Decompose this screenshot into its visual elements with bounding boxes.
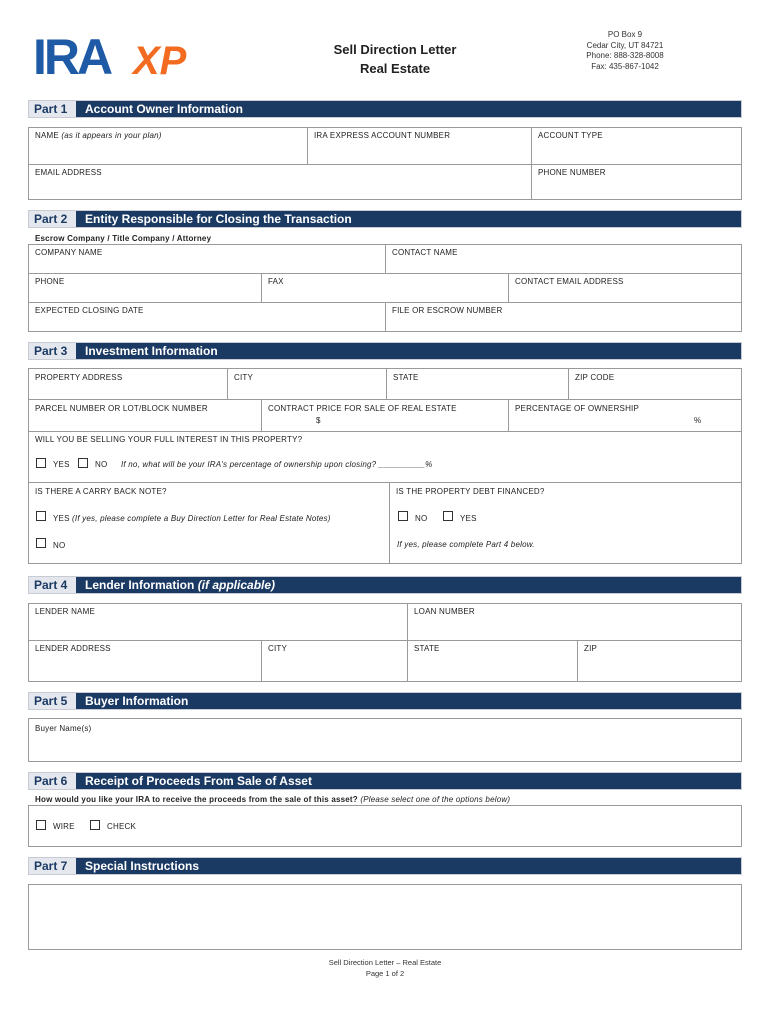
percent-sign: %	[694, 416, 702, 425]
special-instructions-field[interactable]	[28, 884, 742, 950]
title-line-2: Real Estate	[359, 61, 431, 76]
part-5-header	[28, 692, 742, 710]
footer-title: Sell Direction Letter – Real Estate	[328, 958, 442, 967]
property-state-label: STATE	[393, 373, 419, 382]
part-title: Entity Responsible for Closing the Transaction	[85, 212, 352, 226]
address-line: PO Box 9	[607, 30, 643, 39]
property-city-label: CITY	[234, 373, 254, 382]
debt-financed-question: IS THE PROPERTY DEBT FINANCED?	[396, 487, 545, 496]
account-type-label: ACCOUNT TYPE	[538, 131, 603, 140]
dollar-sign: $	[316, 416, 321, 425]
lender-state-label: STATE	[414, 644, 440, 653]
page-footer	[300, 957, 470, 979]
company-phone-label: PHONE	[35, 277, 65, 286]
lender-zip-label: ZIP	[584, 644, 598, 653]
carry-back-question: IS THERE A CARRY BACK NOTE?	[35, 487, 167, 496]
debt-financed-no-checkbox[interactable]	[398, 511, 408, 521]
part-number: Part 4	[29, 577, 76, 593]
closing-date-label: EXPECTED CLOSING DATE	[35, 306, 144, 315]
svg-text:IRA: IRA	[33, 30, 111, 82]
part-number: Part 6	[29, 773, 76, 789]
full-interest-question: WILL YOU BE SELLING YOUR FULL INTEREST IN THIS PROPERTY?	[35, 435, 303, 444]
fax-field[interactable]	[261, 273, 509, 303]
wire-label: WIRE	[53, 822, 75, 831]
part-3-header	[28, 342, 742, 360]
loan-number-label: LOAN NUMBER	[414, 607, 475, 616]
part-title: Receipt of Proceeds From Sale of Asset	[85, 774, 312, 788]
phone-label: PHONE NUMBER	[538, 168, 606, 177]
company-name-label: COMPANY NAME	[35, 248, 103, 257]
part-2-subtitle: Escrow Company / Title Company / Attorney	[35, 234, 212, 243]
document-title	[300, 40, 490, 78]
account-number-label: IRA EXPRESS ACCOUNT NUMBER	[314, 131, 451, 140]
full-interest-yes-checkbox[interactable]	[36, 458, 46, 468]
address-line: Cedar City, UT 84721	[586, 40, 664, 50]
property-address-label: PROPERTY ADDRESS	[35, 373, 123, 382]
carry-back-no-checkbox[interactable]	[36, 538, 46, 548]
carry-back-yes-label: YES (If yes, please complete a Buy Direction Letter for Real Estate Notes)	[53, 514, 331, 523]
lender-zip-field[interactable]	[577, 640, 742, 682]
proceeds-question: How would you like your IRA to receive the proceeds from the sale of this asset? (Please select one of the options below)	[35, 795, 511, 804]
debt-financed-yes-checkbox[interactable]	[443, 511, 453, 521]
contract-price-label: CONTRACT PRICE FOR SALE OF REAL ESTATE	[268, 404, 457, 413]
ownership-if-no-note[interactable]: If no, what will be your IRA's percentage of ownership upon closing? __________%	[121, 460, 433, 469]
part-number: Part 5	[29, 693, 76, 709]
company-address	[560, 30, 690, 72]
email-field[interactable]	[28, 164, 532, 200]
debt-no-label: NO	[415, 514, 428, 523]
no-label: NO	[95, 460, 108, 469]
yes-label: YES	[53, 460, 70, 469]
property-zip-label: ZIP CODE	[575, 373, 615, 382]
part-title: Special Instructions	[85, 859, 200, 873]
part-title: Investment Information	[85, 344, 218, 358]
buyer-names-label: Buyer Name(s)	[35, 724, 92, 733]
part-title: Account Owner Information	[85, 102, 244, 116]
lender-name-label: LENDER NAME	[35, 607, 95, 616]
wire-checkbox[interactable]	[36, 820, 46, 830]
iraxp-logo	[33, 30, 203, 82]
carry-back-no-label: NO	[53, 541, 66, 550]
debt-financed-note: If yes, please complete Part 4 below.	[397, 540, 535, 549]
debt-yes-label: YES	[460, 514, 477, 523]
lender-address-label: LENDER ADDRESS	[35, 644, 111, 653]
ownership-percentage-label: PERCENTAGE OF OWNERSHIP	[515, 404, 640, 413]
name-label: NAME (as it appears in your plan)	[35, 131, 162, 140]
part-number: Part 2	[29, 211, 76, 227]
check-label: CHECK	[107, 822, 137, 831]
contact-name-label: CONTACT NAME	[392, 248, 458, 257]
contact-email-label: CONTACT EMAIL ADDRESS	[515, 277, 624, 286]
part-number: Part 1	[29, 101, 76, 117]
address-line: Phone: 888-328-8008	[586, 51, 664, 60]
part-number: Part 7	[29, 858, 76, 874]
title-line-1: Sell Direction Letter	[333, 42, 457, 57]
full-interest-no-checkbox[interactable]	[78, 458, 88, 468]
svg-text:XP: XP	[133, 39, 187, 82]
address-line: Fax: 435-867-1042	[591, 61, 659, 71]
buyer-names-field[interactable]	[28, 718, 742, 762]
part-title: Buyer Information	[85, 694, 189, 708]
part-2-header	[28, 210, 742, 228]
part-title: Lender Information (if applicable)	[85, 578, 276, 592]
part-number: Part 3	[29, 343, 76, 359]
email-label: EMAIL ADDRESS	[35, 168, 102, 177]
file-number-label: FILE OR ESCROW NUMBER	[392, 306, 503, 315]
parcel-number-label: PARCEL NUMBER OR LOT/BLOCK NUMBER	[35, 404, 208, 413]
check-checkbox[interactable]	[90, 820, 100, 830]
page-number: Page 1 of 2	[365, 969, 405, 978]
part-7-header	[28, 857, 742, 875]
part-4-header	[28, 576, 742, 594]
part-1-header	[28, 100, 742, 118]
fax-label: FAX	[268, 277, 284, 286]
carry-back-yes-checkbox[interactable]	[36, 511, 46, 521]
part-6-header	[28, 772, 742, 790]
lender-city-label: CITY	[268, 644, 288, 653]
